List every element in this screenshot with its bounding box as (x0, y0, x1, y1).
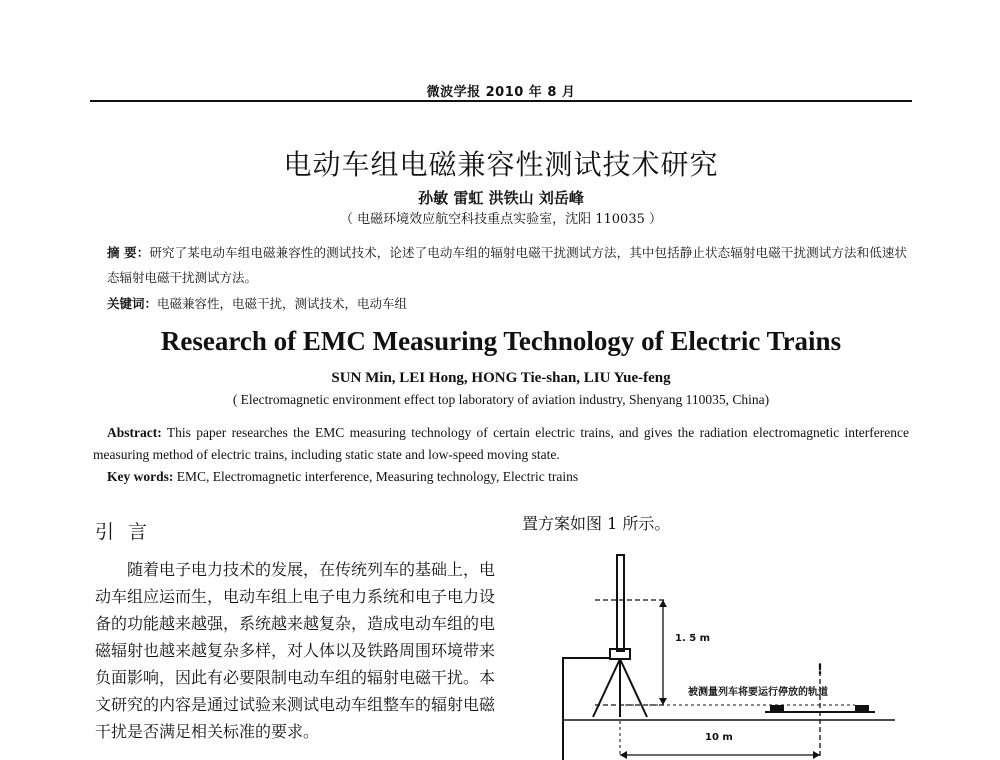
abstract-english-text: This paper researches the EMC measuring technology of certain electric trains, and gives the radiation electromagnetic interference measuring method of electric trains, including static state and low-speed moving state. (93, 425, 909, 462)
abstract-english (93, 422, 909, 466)
height-arrow-down (659, 698, 667, 705)
figure-distance-label: 10 m (705, 732, 733, 743)
header-rule (90, 100, 912, 102)
keywords-english-text: EMC, Electromagnetic interference, Measuring technology, Electric trains (173, 469, 579, 484)
title-chinese: 电动车组电磁兼容性测试技术研究 (283, 148, 719, 181)
keywords-chinese (107, 294, 907, 314)
keywords-english-label: Key words: (107, 469, 174, 484)
keywords-chinese-text: 电磁兼容性，电磁干扰，测试技术，电动车组 (157, 296, 408, 311)
affiliation-english: ( Electromagnetic environment effect top laboratory of aviation industry, Shenyang 110035, China) (232, 392, 770, 407)
tripod-leg-left (593, 659, 620, 717)
abstract-chinese (107, 240, 907, 290)
height-arrow-up (659, 600, 667, 607)
figure-marker: ! (817, 663, 823, 678)
abstract-english-label: Abstract: (107, 425, 162, 440)
affiliation-chinese: （ 电磁环境效应航空科技重点实验室，沈阳 110035 ） (339, 212, 663, 227)
antenna-rod (617, 555, 624, 651)
tripod-leg-right (620, 659, 647, 717)
authors-chinese: 孙敏 雷虹 洪铁山 刘岳峰 (418, 189, 584, 207)
keywords-english (107, 466, 907, 488)
title-english: Research of EMC Measuring Technology of Electric Trains (160, 326, 842, 356)
abstract-chinese-label: 摘 要： (107, 245, 150, 260)
rail-right (855, 705, 869, 712)
introduction-paragraph: 随着电子电力技术的发展，在传统列车的基础上，电动车组应运而生，电动车组上电子电力系统和电子电力设备的功能越来越强，系统越来越复杂，造成电动车组的电磁辐射也越来越复杂多样，对人体以及铁路周围环境带来负面影响，因此有必要限制电动车组的辐射电磁干扰。本文研究的内容是通过试验来测试电动车组整车的辐射电磁干扰是否满足相关标准的要求。 (95, 560, 496, 741)
figure-height-label: 1. 5 m (675, 633, 711, 644)
abstract-chinese-text: 研究了某电动车组电磁兼容性的测试技术，论述了电动车组的辐射电磁干扰测试方法，其中包括静止状态辐射电磁干扰测试方法和低速状态辐射电磁干扰测试方法。 (107, 245, 907, 285)
figure-drawing (555, 545, 915, 760)
antenna-cable (563, 658, 610, 760)
distance-arrow-left (620, 751, 627, 759)
section-heading-introduction: 引言 (95, 521, 162, 543)
running-head: 微波学报 2010 年 8 月 (426, 85, 576, 100)
rail-left (770, 705, 784, 712)
right-column-text: 置方案如图 1 所示。 (522, 514, 671, 533)
figure-1-measurement-setup (555, 545, 915, 760)
authors-english: SUN Min, LEI Hong, HONG Tie-shan, LIU Yue-feng (331, 370, 671, 386)
distance-arrow-right (813, 751, 820, 759)
keywords-chinese-label: 关键词： (107, 296, 158, 311)
figure-track-label: 被测量列车将要运行停放的轨道 (688, 687, 828, 698)
